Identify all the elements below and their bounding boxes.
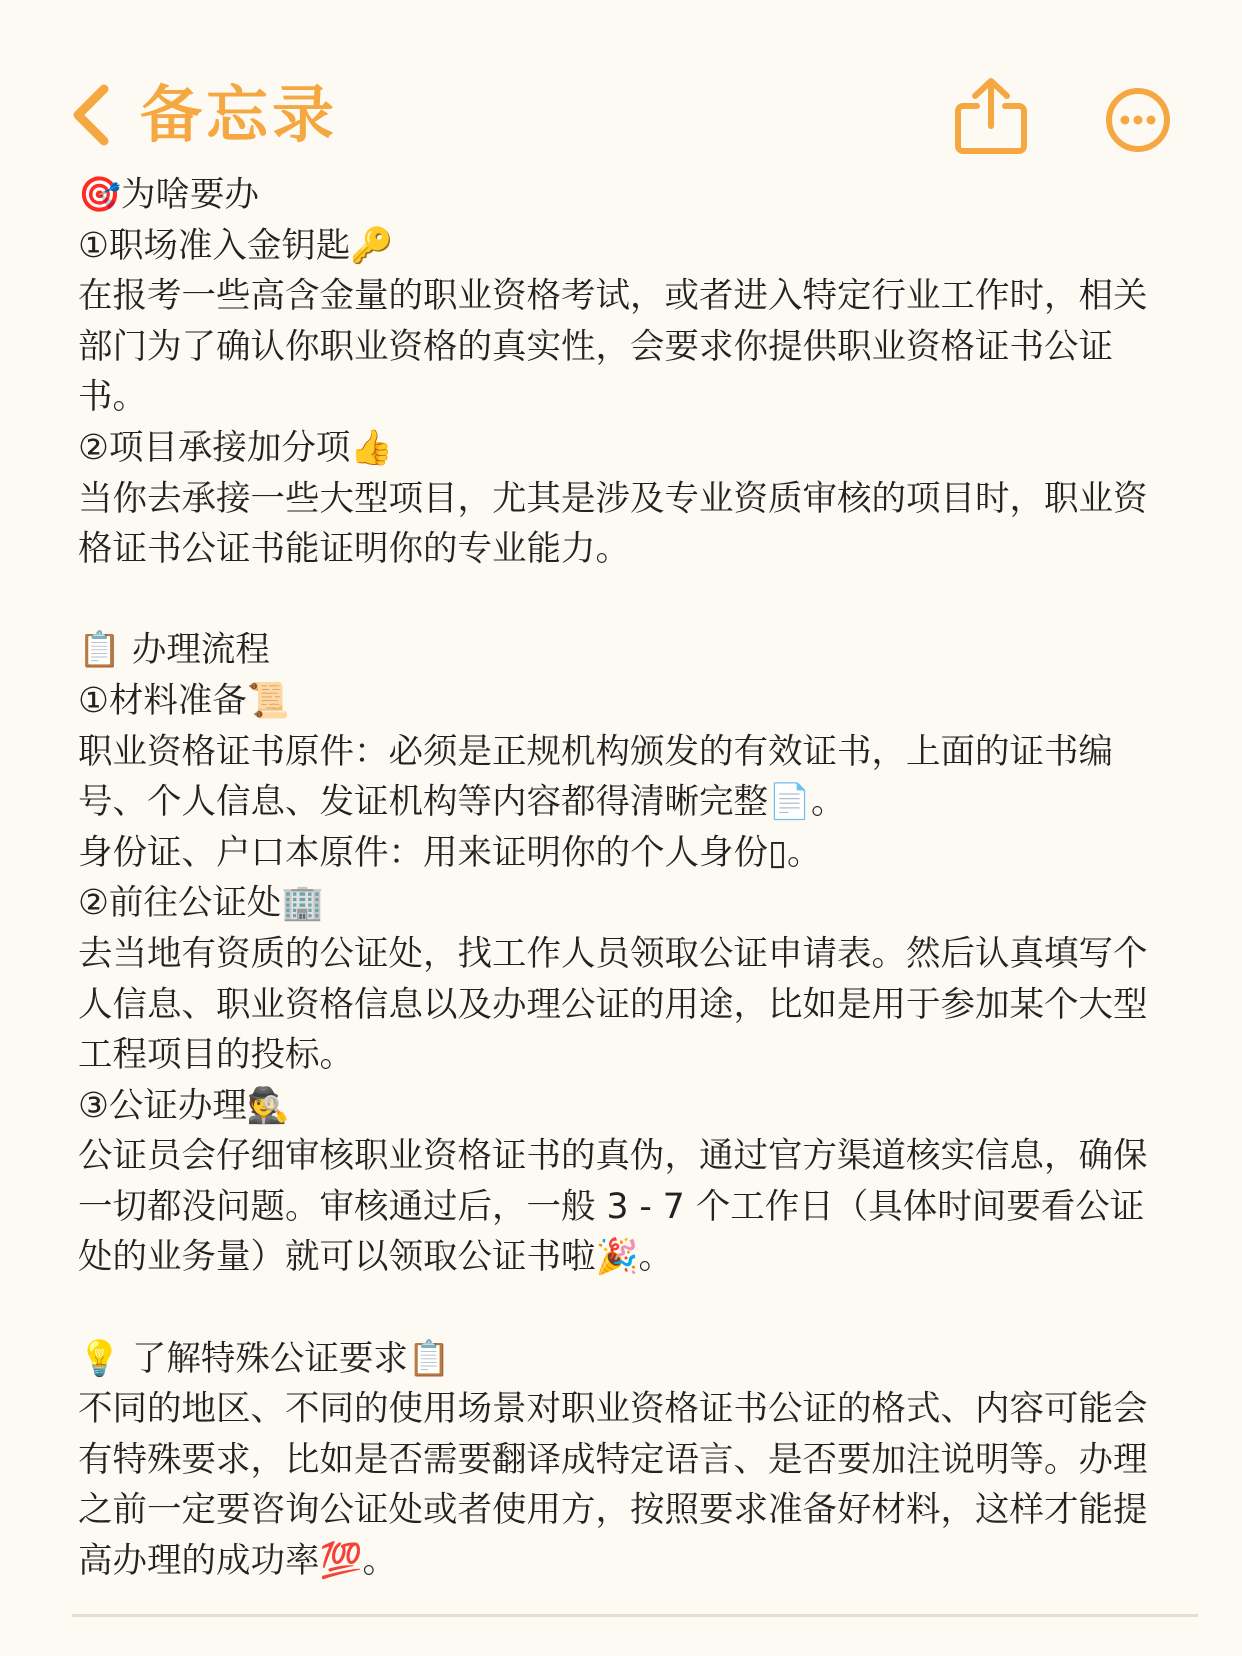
note-line: 书。 xyxy=(78,377,147,418)
share-icon xyxy=(953,76,1029,156)
back-button-label: 备忘录 xyxy=(140,78,339,151)
note-line: ②项目承接加分项👍 xyxy=(78,427,394,468)
note-line: 格证书公证书能证明你的专业能力。 xyxy=(78,529,630,570)
note-line: ②前往公证处🏢 xyxy=(78,883,325,924)
back-button[interactable] xyxy=(68,80,338,150)
note-line: 高办理的成功率💯。 xyxy=(78,1541,397,1582)
note-line: 部门为了确认你职业资格的真实性，会要求你提供职业资格证书公证 xyxy=(78,326,1113,367)
note-line: 公证员会仔细审核职业资格证书的真伪，通过官方渠道核实信息，确保 xyxy=(78,1136,1148,1177)
share-button[interactable] xyxy=(953,76,1029,160)
more-icon xyxy=(1105,87,1171,153)
note-line: 身份证、户口本原件：用来证明你的个人身份▯。 xyxy=(78,832,822,873)
note-line: 一切都没问题。审核通过后，一般 3 - 7 个工作日（具体时间要看公证 xyxy=(78,1186,1145,1227)
note-line: 📋 办理流程 xyxy=(78,630,270,671)
note-blank-line xyxy=(78,575,1208,626)
note-line: 有特殊要求，比如是否需要翻译成特定语言、是否要加注说明等。办理 xyxy=(78,1439,1148,1480)
note-line: 在报考一些高含金量的职业资格考试，或者进入特定行业工作时，相关 xyxy=(78,276,1148,317)
note-line: 职业资格证书原件：必须是正规机构颁发的有效证书，上面的证书编 xyxy=(78,731,1113,772)
bottom-divider xyxy=(72,1614,1198,1617)
note-line: 处的业务量）就可以领取公证书啦🎉。 xyxy=(78,1237,673,1278)
note-blank-line xyxy=(78,1283,1208,1334)
note-line: 不同的地区、不同的使用场景对职业资格证书公证的格式、内容可能会 xyxy=(78,1389,1148,1430)
note-body[interactable] xyxy=(78,170,1208,1587)
note-line: ①材料准备📜 xyxy=(78,680,290,721)
chevron-left-icon xyxy=(68,83,112,147)
note-line: ③公证办理🕵 xyxy=(78,1085,290,1126)
note-line: ①职场准入金钥匙🔑 xyxy=(78,225,394,266)
note-line: 🎯为啥要办 xyxy=(78,175,259,215)
note-line: 号、个人信息、发证机构等内容都得清晰完整📄。 xyxy=(78,782,846,823)
navigation-bar xyxy=(0,0,1242,165)
note-line: 之前一定要咨询公证处或者使用方，按照要求准备好材料，这样才能提 xyxy=(78,1490,1148,1531)
note-line: 工程项目的投标。 xyxy=(78,1035,354,1076)
note-line: 💡 了解特殊公证要求📋 xyxy=(78,1338,451,1379)
note-line: 当你去承接一些大型项目，尤其是涉及专业资质审核的项目时，职业资 xyxy=(78,478,1148,519)
note-line: 去当地有资质的公证处，找工作人员领取公证申请表。然后认真填写个 xyxy=(78,933,1148,974)
more-button[interactable] xyxy=(1105,87,1171,157)
note-line: 人信息、职业资格信息以及办理公证的用途，比如是用于参加某个大型 xyxy=(78,984,1148,1025)
